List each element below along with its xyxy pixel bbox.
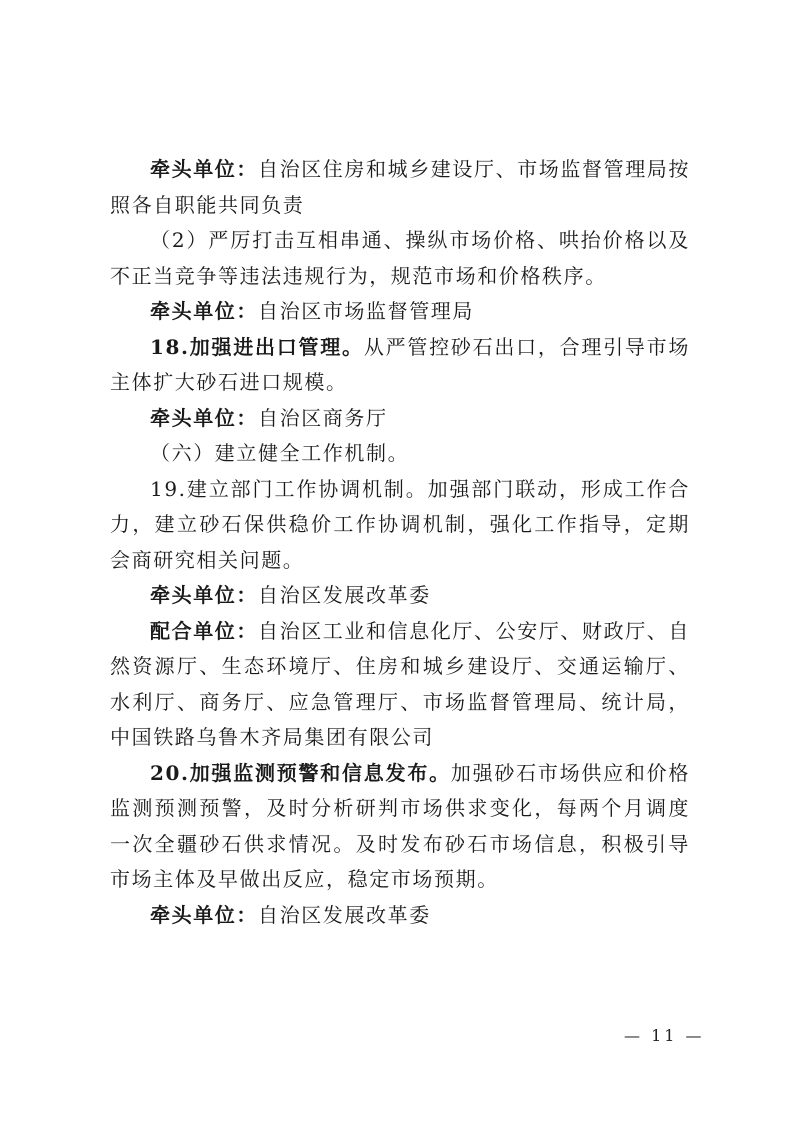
paragraph-lead-unit-2: [110, 294, 690, 330]
paragraph-text: 自治区住房和城乡建设厅、市场监督管理局按照各自职能共同负责: [110, 157, 690, 217]
lead-unit-label: 牵头单位：: [150, 405, 258, 430]
item-heading: 20.加强监测预警和信息发布。: [150, 760, 451, 785]
item-heading: 18.加强进出口管理。: [150, 334, 364, 359]
paragraph-item-20: [110, 756, 690, 898]
paragraph-support-unit: [110, 614, 690, 756]
paragraph-text: 自治区发展改革委: [258, 902, 431, 927]
paragraph-text: 从严管控砂石出口，合理引导市场主体扩大砂石进口规模。: [110, 334, 690, 394]
paragraph-text: 自治区工业和信息化厅、公安厅、财政厅、自然资源厅、生态环境厅、住房和城乡建设厅、交通运输厅、水利厅、商务厅、应急管理厅、市场监督管理局、统计局，中国铁路乌鲁木齐局集团有限公司: [110, 618, 690, 749]
support-unit-label: 配合单位：: [150, 618, 258, 643]
paragraph-lead-unit-5: [110, 898, 690, 934]
paragraph-lead-unit-4: [110, 578, 690, 614]
lead-unit-label: 牵头单位：: [150, 299, 258, 323]
paragraph-text: 加强砂石市场供应和价格监测预测预警，及时分析研判市场供求变化，每两个月调度一次全疆砂石供求情况。及时发布砂石市场信息，积极引导市场主体及早做出反应，稳定市场预期。: [110, 760, 690, 891]
paragraph-text: 19.建立部门工作协调机制。加强部门联动，形成工作合力，建立砂石保供稳价工作协调机制，强化工作指导，定期会商研究相关问题。: [110, 476, 690, 572]
lead-unit-label: 牵头单位：: [150, 157, 258, 181]
document-body: [110, 152, 690, 933]
paragraph-text: 自治区市场监督管理局: [258, 299, 474, 323]
paragraph-text: 自治区商务厅: [258, 405, 388, 430]
paragraph-text: （六）建立健全工作机制。: [150, 441, 410, 465]
paragraph-item-18: [110, 330, 690, 401]
paragraph-item-2: [110, 223, 690, 294]
page-number: — 11 —: [624, 1026, 705, 1045]
section-heading-6: [110, 436, 690, 472]
paragraph-item-19: [110, 472, 690, 579]
paragraph-text: 自治区发展改革委: [258, 583, 431, 607]
lead-unit-label: 牵头单位：: [150, 902, 258, 927]
paragraph-text: （2）严厉打击互相串通、操纵市场价格、哄抬价格以及不正当竞争等违法违规行为，规范市场和价格秩序。: [110, 228, 690, 288]
paragraph-lead-unit-3: [110, 401, 690, 437]
lead-unit-label: 牵头单位：: [150, 583, 258, 607]
paragraph-lead-unit-1: [110, 152, 690, 223]
